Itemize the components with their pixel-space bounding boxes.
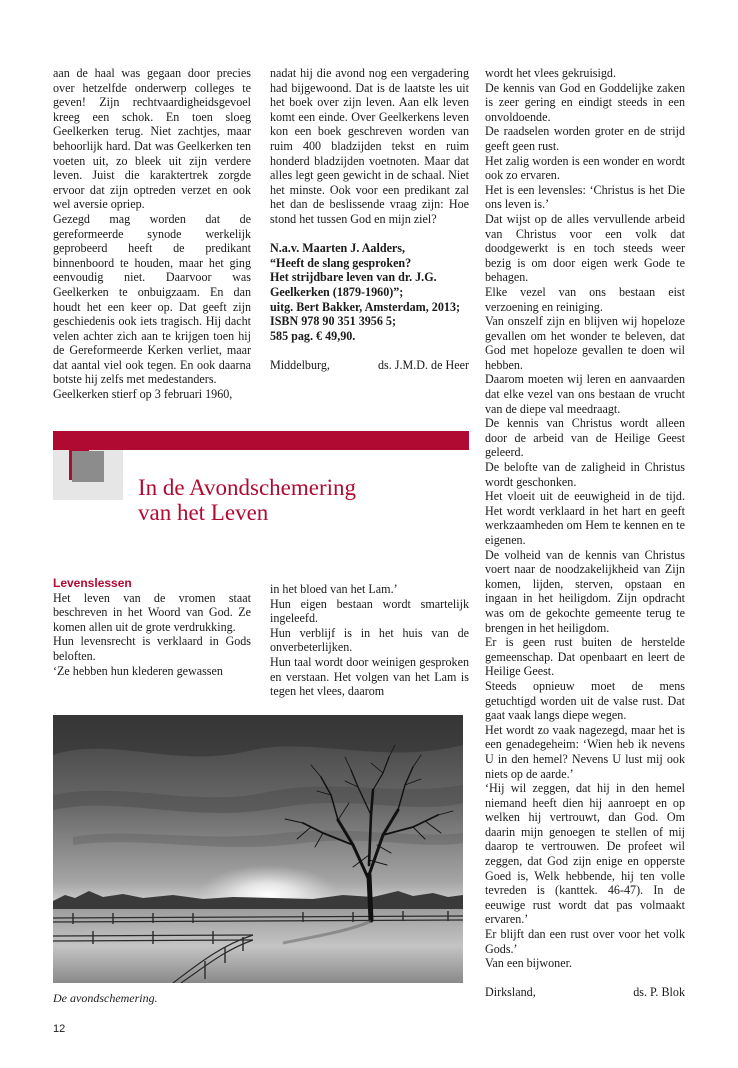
book-info-line: N.a.v. Maarten J. Aalders,: [270, 241, 406, 256]
paragraph: De belofte van de zaligheid in Christus wordt geschonken.: [485, 460, 685, 489]
book-info-line: Het strijdbare leven van dr. J.G.: [270, 270, 437, 285]
paragraph: Hun taal wordt door weinigen gesproken en verstaan. Het volgen van het Lam is tegen het vlees, daarom: [270, 654, 469, 699]
paragraph: Het vloeit uit de eeuwigheid in de tijd. Het wordt verklaard in het hart en geeft werkzaamheden om Hem te kennen en te eigenen.: [485, 489, 685, 547]
paragraph: Er blijft dan een rust over voor het volk Gods.’: [485, 927, 685, 956]
paragraph: Hun eigen bestaan wordt smartelijk ingeleefd.: [270, 596, 469, 626]
paragraph: ‘Ze hebben hun klederen gewassen: [53, 663, 223, 678]
paragraph: Hun verblijf is in het huis van de onverbeterlijken.: [270, 625, 469, 655]
paragraph: Het zalig worden is een wonder en wordt ook zo ervaren.: [485, 153, 685, 183]
paragraph: Het wordt zo vaak nagezegd, maar het is een genadegeheim: ‘Wien heb ik nevens U in den hemel? Nevens U lust mij ook niets op de aarde.’: [485, 722, 685, 781]
landscape-photo: [53, 715, 463, 983]
book-info: [270, 241, 469, 343]
paragraph: De kennis van Christus wordt alleen door de arbeid van de Heilige Geest geleerd.: [485, 416, 685, 460]
paragraph: ‘Hij wil zeggen, dat hij in den hemel niemand heeft dien hij aanroept en op welken hij vertrouwt, dan God. Om daarin mijn genoegen te stellen of mij daarop te vertrouwen. De profeet wil zeggen, dat God zijn enige en opperste Goed is, Welk hebbende, hij ten volle tevreden is (kanttek. 46-47). In de eeuwige rust wordt dat pas volmaakt ervaren.’: [485, 781, 685, 927]
signature-place: Dirksland,: [485, 985, 536, 1000]
photo-caption: De avondschemering.: [53, 991, 158, 1005]
article-title-line-1: In de Avondschemering: [138, 475, 357, 500]
column-1: [53, 66, 251, 402]
column-2: [270, 66, 469, 372]
section-heading: Levenslessen: [53, 576, 132, 590]
book-info-line: ISBN 978 90 351 3956 5;: [270, 314, 396, 329]
author-signature: [270, 358, 469, 373]
column-5: [270, 582, 469, 699]
column-3: [485, 66, 685, 1000]
paragraph: Steeds opnieuw moet de mens getuchtigd worden uit de valse rust. Dat gaat vaak langs diepe wegen.: [485, 678, 685, 723]
title-banner-bar: [53, 431, 469, 450]
paragraph: De kennis van God en Goddelijke zaken is zeer gering en eindigt steeds in een onvoldoende.: [485, 80, 685, 124]
article-title: [138, 475, 458, 525]
paragraph: Van een bijwoner.: [485, 956, 572, 971]
paragraph: Daarom moeten wij leren en aanvaarden dat elke vezel van ons bestaan de vrucht van de diepe val meedraagt.: [485, 372, 685, 416]
book-info-line: “Heeft de slang gesproken?: [270, 255, 412, 270]
book-info-line: uitg. Bert Bakker, Amsterdam, 2013;: [270, 299, 461, 314]
paragraph: Van onszelf zijn en blijven wij hopeloze gevallen om het wonder te beleven, dat God met hopeloze gevallen te doen wil hebben.: [485, 314, 685, 372]
paragraph: Dat wijst op de alles vervullende arbeid van Christus voor een volk dat doodgewerkt is en toch steeds weer bezig is om door eigen werk Gode te behagen.: [485, 211, 685, 285]
paragraph: Gezegd mag worden dat de gereformeerde synode werkelijk geprobeerd heeft de predikant binnenboord te houden, maar het ging eenvoudig niet. Daarvoor was Geelkerken te onbuigzaam. En dan houdt het een keer op. Dat geeft zijn geschiedenis ook iets tragisch. Hij dacht velen achter zich aan te krijgen toen hij de Gereformeerde Kerken verliet, maar dat aantal viel ook tegen. En ook daarna botste hij zelfs met medestanders.: [53, 211, 251, 387]
book-info-line: Geelkerken (1879-1960)”;: [270, 284, 404, 299]
paragraph: nadat hij die avond nog een vergadering had bijgewoond. Dat is de laatste les uit het boek over zijn leven. Aan elk leven komt een einde. Over Geelkerkens leven kon een boek geschreven worden van ruim 400 bladzijden tekst en ruim honderd bladzijden voetnoten. Maar dat alles legt geen gewicht in de schaal. Niet het minste. Ook voor een predikant zal het dan de beslissende vraag zijn: Hoe stond het tussen God en mijn ziel?: [270, 66, 469, 226]
column-4: [53, 576, 251, 678]
signature-place: Middelburg,: [270, 357, 330, 372]
article-title-line-2: van het Leven: [138, 500, 269, 525]
signature-name: ds. J.M.D. de Heer: [377, 357, 469, 372]
signature-name: ds. P. Blok: [633, 985, 685, 1000]
paragraph: Het is een levensles: ‘Christus is het Die ons leven is.’: [485, 182, 685, 212]
paragraph: Hun levensrecht is verklaard in Gods beloften.: [53, 634, 251, 663]
author-signature: [485, 985, 685, 1000]
book-info-line: 585 pag. € 49,90.: [270, 328, 356, 343]
title-decoration-grey-square: [72, 451, 104, 482]
paragraph: in het bloed van het Lam.’: [270, 582, 398, 596]
paragraph: De volheid van de kennis van Christus voert naar de noodzakelijkheid van Zijn komen, lijden, sterven, opstaan en ingaan in het heiligdom. Zijn opdracht was om de gekochte gemeente terug te brengen in het heiligdom.: [485, 547, 685, 635]
paragraph: wordt het vlees gekruisigd.: [485, 66, 616, 80]
paragraph: Geelkerken stierf op 3 februari 1960,: [53, 387, 233, 402]
paragraph: aan de haal was gegaan door precies over hetzelfde onderwerp colleges te geven! Zijn rechtvaardigheidsgevoel kreeg een schok. En toen sloeg Geelkerken terug. Niet zachtjes, maar behoorlijk hard. Dat was Geelkerken ten voeten uit, zo bleek uit zijn verdere leven. Juist die karaktertrek zorgde ervoor dat zijn optreden verzet en ook wel aversie opriep.: [53, 66, 251, 212]
paragraph: Het leven van de vromen staat beschreven in het Woord van God. Ze komen allen uit de grote verdrukking.: [53, 590, 251, 634]
paragraph: Er is geen rust buiten de herstelde gemeenschap. Dat openbaart en leert de Heilige Geest.: [485, 635, 685, 679]
paragraph: De raadselen worden groter en de strijd geeft geen rust.: [485, 124, 685, 153]
page-number: 12: [53, 1023, 66, 1035]
paragraph: Elke vezel van ons bestaan eist verzoening en reiniging.: [485, 284, 685, 314]
